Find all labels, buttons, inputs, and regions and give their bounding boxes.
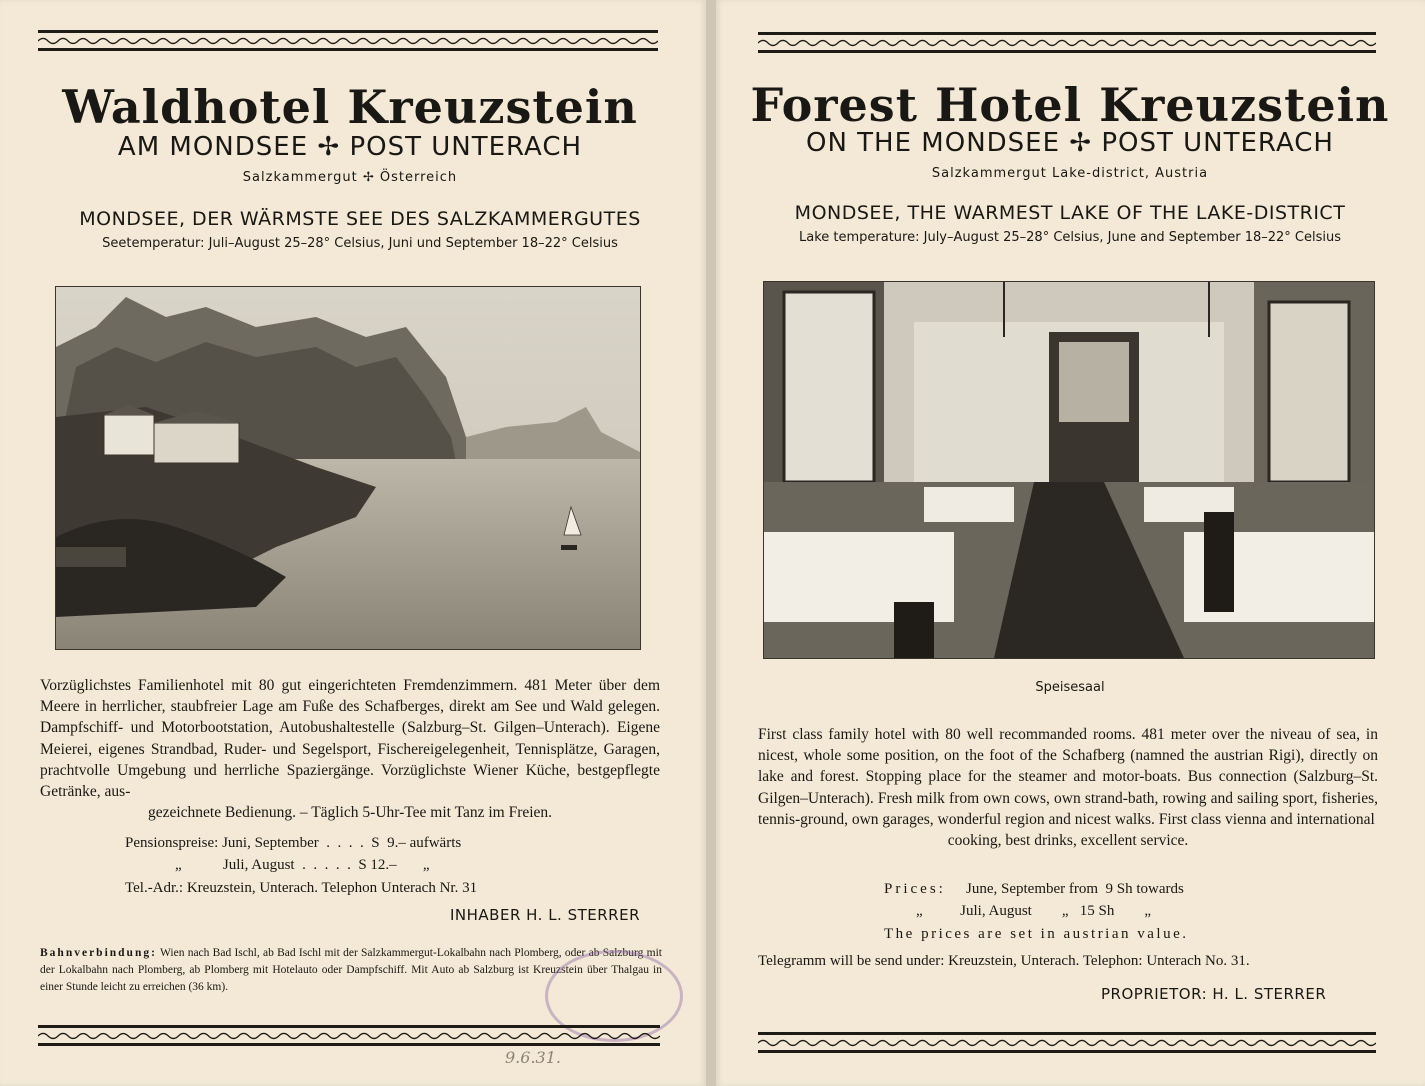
description-last-line: gezeichnete Bedienung. – Täglich 5-Uhr-Tee mit Tanz im Freien. bbox=[147, 804, 553, 822]
owner-line: PROPRIETOR: H. L. STERRER bbox=[1101, 985, 1327, 1003]
top-ornament-border bbox=[758, 32, 1376, 54]
top-ornament-border bbox=[38, 30, 658, 52]
price-line-2: „ Juli, August „ 15 Sh „ bbox=[916, 903, 1151, 919]
hotel-title: Forest Hotel Kreuzstein bbox=[750, 78, 1390, 132]
description-last-line: cooking, best drinks, excellent service. bbox=[947, 832, 1189, 850]
description-text: Vorzüglichstes Familienhotel mit 80 gut eingerichteten Fremdenzimmern. 481 Meter über dem Meere in herrlicher, staubfreier Lage am Fuße des Schafberges, direkt am See und Wald gelegen. Dampfschiff- und Motorbootstation, Autobushaltestelle (Salzburg–St. Gilgen–Unterach). Eigene Meierei, eigenes Strandbad, Ruder- und Segelsport, Fischereigelegenheit, Tennisplätze, Garagen, prachtvolle Umgebung und herrliche Spaziergänge. Vorzüglichste Wiener Küche, bestgepflegte Getränke, aus- bbox=[40, 677, 660, 801]
headline: MONDSEE, DER WÄRMSTE SEE DES SALZKAMMERGUTES bbox=[79, 208, 641, 230]
description-text: First class family hotel with 80 well recommanded rooms. 481 meter over the niveau of sea, in nicest, whole some position, on the foot of the Schafberg (namned the austrian Rigi), directly on lake and forest. Stopping place for the steamer and motor-boats. Bus connection (Salzburg–St. Gilgen–Unterach). Fresh milk from own cows, own strand-bath, rowing and sailing sport, fisheries, tennis-ground, own garages, wonderful region and nicest walks. First class vienna and international bbox=[758, 726, 1378, 828]
hotel-description bbox=[40, 675, 660, 823]
contact-line: Tel.-Adr.: Kreuzstein, Unterach. Telephon Unterach Nr. 31 bbox=[125, 880, 478, 896]
price-line-1: June, September from 9 Sh towards bbox=[966, 881, 1184, 897]
bottom-ornament-border bbox=[38, 1025, 660, 1047]
hotel-description bbox=[758, 724, 1378, 851]
left-page-german bbox=[0, 0, 706, 1086]
hotel-region: Salzkammergut ✢ Österreich bbox=[242, 170, 458, 185]
hotel-region: Salzkammergut Lake-district, Austria bbox=[931, 166, 1209, 181]
bottom-ornament-border bbox=[758, 1032, 1376, 1054]
hotel-title: Waldhotel Kreuzstein bbox=[62, 80, 638, 134]
lake-landscape-illustration bbox=[55, 286, 641, 650]
lake-temperature: Lake temperature: July–August 25–28° Celsius, June and September 18–22° Celsius bbox=[798, 230, 1342, 245]
page-fold bbox=[706, 0, 716, 1086]
hotel-subtitle: AM MONDSEE ✢ POST UNTERACH bbox=[117, 132, 583, 162]
lake-temperature: Seetemperatur: Juli–August 25–28° Celsius, Juni und September 18–22° Celsius bbox=[102, 236, 618, 251]
price-line-1: Pensionspreise: Juni, September . . . . S 9.– aufwärts bbox=[125, 835, 462, 851]
price-line-2: „ Juli, August . . . . . S 12.– „ bbox=[175, 857, 430, 873]
photo-caption: Speisesaal bbox=[1035, 680, 1105, 695]
rail-label: Bahnverbindung: bbox=[40, 947, 157, 959]
telegram-line: Telegramm will be send under: Kreuzstein, Unterach. Telephon: Unterach No. 31. bbox=[758, 953, 1250, 969]
rail-text: Wien nach Bad Ischl, ab Bad Ischl mit der Salzkammergut-Lokalbahn nach Plomberg, oder ab Salzburg mit der Lokalbahn nach Plomberg, ab Plomberg mit Hotelauto oder Dampfschiff. Mit Auto ab Salzburg ist Kreuzstein über Thalgau in einer Stunde leicht zu erreichen (36 km). bbox=[40, 947, 662, 993]
handwritten-date: 9.6.31. bbox=[505, 1048, 561, 1067]
owner-line: INHABER H. L. STERRER bbox=[450, 906, 640, 924]
prices-note: The prices are set in austrian value. bbox=[884, 926, 1189, 942]
headline: MONDSEE, THE WARMEST LAKE OF THE LAKE-DISTRICT bbox=[794, 202, 1346, 224]
right-page-english bbox=[716, 0, 1425, 1086]
prices-label: Prices: bbox=[884, 881, 946, 897]
hotel-subtitle: ON THE MONDSEE ✢ POST UNTERACH bbox=[806, 128, 1334, 158]
dining-room-photo bbox=[763, 281, 1375, 659]
